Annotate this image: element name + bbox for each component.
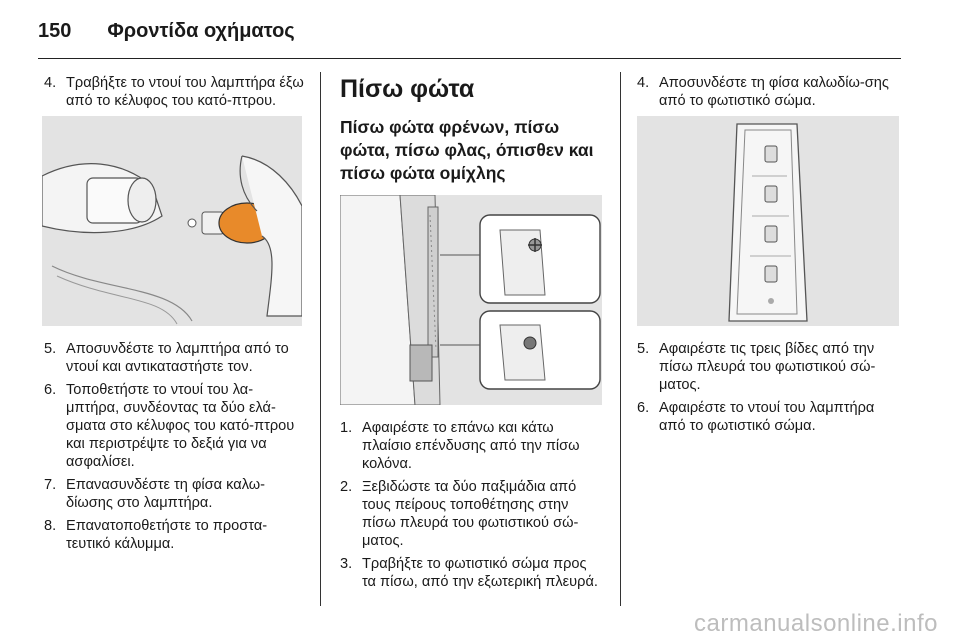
column-3 (637, 74, 901, 440)
page-header (38, 16, 295, 46)
subsection-title: Πίσω φώτα φρένων, πίσω φώτα, πίσω φλας, όπισθεν και πίσω φώτα ομίχλης (340, 117, 594, 183)
column-2 (340, 74, 604, 596)
step-number: 2. (340, 479, 353, 495)
step-4 (44, 74, 304, 110)
step-number: 4. (637, 75, 650, 91)
step-text: Τραβήξτε το φωτιστικό σώμα προς τα πίσω, από την εξωτερική πλευρά. (362, 556, 598, 590)
header-rule (38, 58, 901, 59)
step-5 (637, 340, 901, 394)
step-5 (44, 340, 304, 376)
step-text: Επανατοποθετήστε το προστα-τευτικό κάλυμμα. (66, 518, 268, 552)
section-title: Πίσω φώτα (340, 75, 475, 103)
step-number: 6. (44, 382, 57, 398)
step-text: Αφαιρέστε το ντουί του λαμπτήρα από το φωτιστικό σώμα. (659, 400, 875, 434)
bulb-holder-figure (42, 116, 302, 326)
step-6 (637, 399, 901, 435)
step-number: 4. (44, 75, 57, 91)
watermark: carmanualsonline.info (694, 610, 938, 637)
step-number: 3. (340, 556, 353, 572)
column-1 (44, 74, 304, 558)
step-text: Τοποθετήστε το ντουί του λα-μπτήρα, συνδέοντας τα δύο ελά-σματα στο κέλυφος του κατό-πτρου και περιστρέψτε το δεξιά για να ασφαλίσει. (66, 382, 295, 470)
step-text: Ξεβιδώστε τα δύο παξιμάδια από τους πείρους τοποθέτησης στην πίσω πλευρά του φωτιστικού σώ-ματος. (362, 479, 579, 549)
step-text: Αποσυνδέστε τη φίσα καλωδίω-σης από το φωτιστικό σώμα. (659, 75, 889, 109)
column-divider-1 (320, 72, 321, 606)
step-text: Τραβήξτε το ντουί του λαμπτήρα έξω από το κέλυφος του κατό-πτρου. (66, 75, 304, 109)
step-6 (44, 381, 304, 471)
tail-light-illustration (637, 116, 899, 326)
step-number: 7. (44, 477, 57, 493)
rear-pillar-figure (340, 195, 602, 405)
tail-light-figure (637, 116, 899, 326)
step-7 (44, 476, 304, 512)
column-divider-2 (620, 72, 621, 606)
step-1 (340, 419, 604, 473)
step-number: 5. (44, 341, 57, 357)
step-text: Αφαιρέστε το επάνω και κάτω πλαίσιο επένδυσης από την πίσω κολόνα. (362, 420, 580, 472)
step-4 (637, 74, 901, 110)
step-text: Αποσυνδέστε το λαμπτήρα από το ντουί και αντικαταστήστε τον. (66, 341, 289, 375)
step-number: 8. (44, 518, 57, 534)
step-text: Επανασυνδέστε τη φίσα καλω-δίωσης στο λαμπτήρα. (66, 477, 266, 511)
step-number: 1. (340, 420, 353, 436)
rear-pillar-illustration (340, 195, 602, 405)
step-text: Αφαιρέστε τις τρεις βίδες από την πίσω πλευρά του φωτιστικού σώ-ματος. (659, 341, 876, 393)
page-title: Φροντίδα οχήματος (107, 19, 295, 42)
step-number: 6. (637, 400, 650, 416)
step-8 (44, 517, 304, 553)
step-3 (340, 555, 604, 591)
bulb-holder-illustration (42, 116, 302, 326)
step-2 (340, 478, 604, 550)
page-number: 150 (38, 19, 72, 42)
step-number: 5. (637, 341, 650, 357)
